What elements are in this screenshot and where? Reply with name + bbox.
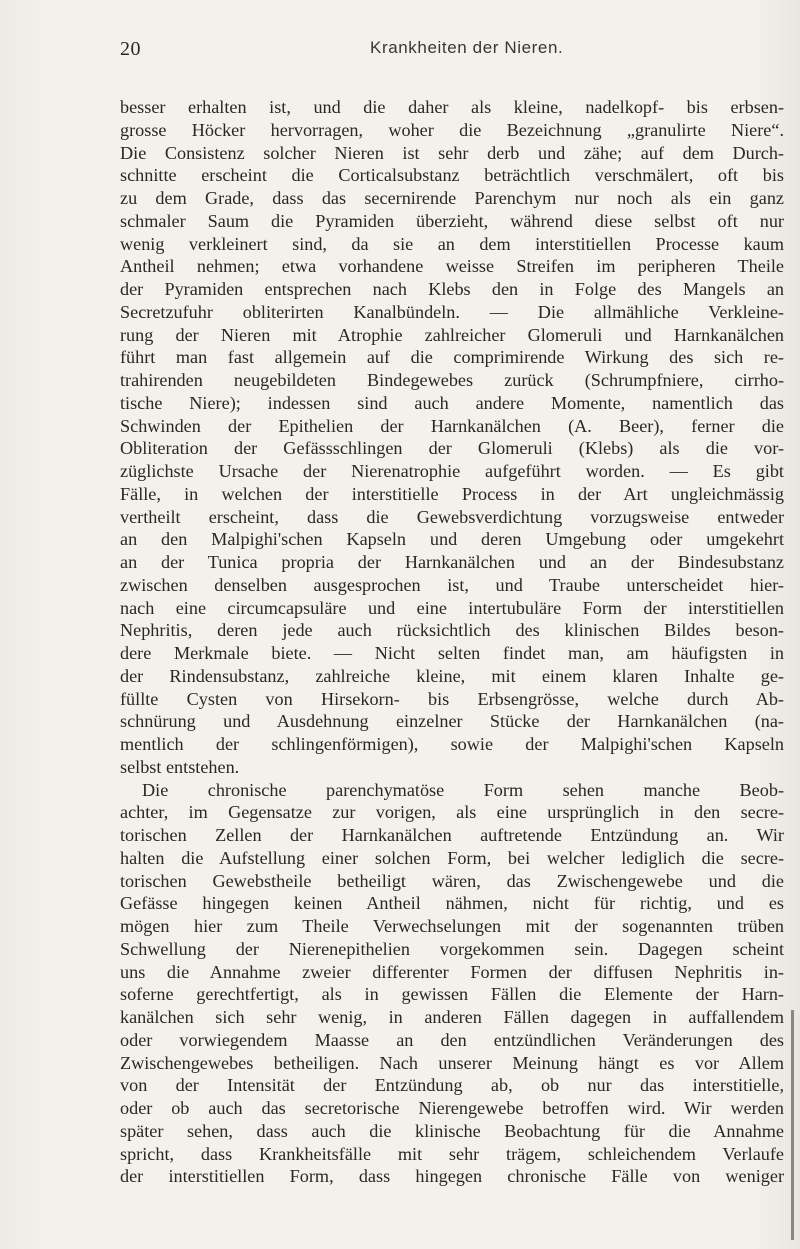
text-line: schnürung und Ausdehnung einzelner Stücke der Harnkanälchen (na-: [120, 711, 784, 732]
running-title: Krankheiten der Nieren.: [370, 38, 564, 57]
text-line: an der Tunica propria der Harnkanälchen und an der Bindesubstanz: [120, 552, 784, 572]
text-line: der Rindensubstanz, zahlreiche kleine, mit einem klaren Inhalte ge-: [120, 665, 784, 686]
text-line: zu dem Grade, dass das secernirende Parenchym nur noch als ein ganz: [120, 188, 784, 208]
text-line: Die chronische parenchymatöse Form sehen manche Beob-: [142, 779, 784, 800]
text-line: Die Consistenz solcher Nieren ist sehr derb und zähe; auf dem Durch-: [120, 142, 784, 163]
text-line: kanälchen sich sehr wenig, in anderen Fällen dagegen in auffallendem: [120, 1007, 784, 1027]
text-line: grosse Höcker hervorragen, woher die Bezeichnung „granulirte Niere“.: [120, 119, 784, 140]
text-line: Schwinden der Epithelien der Harnkanälchen (A. Beer), ferner die: [120, 415, 784, 436]
text-line: torischen Zellen der Harnkanälchen auftretende Entzündung an. Wir: [120, 825, 784, 845]
text-line: dere Merkmale biete. — Nicht selten findet man, am häufigsten in: [120, 643, 784, 663]
text-line: Obliteration der Gefässschlingen der Glomeruli (Klebs) als die vor-: [120, 438, 784, 459]
text-line: rung der Nieren mit Atrophie zahlreicher Glomeruli und Harnkanälchen: [120, 324, 784, 345]
text-line: an den Malpighi'schen Kapseln und deren Umgebung oder umgekehrt: [120, 529, 784, 550]
page-number: 20: [120, 38, 141, 60]
text-line: züglichste Ursache der Nierenatrophie aufgeführt worden. — Es gibt: [120, 461, 784, 481]
text-line: oder vorwiegendem Maasse an den entzündlichen Veränderungen des: [120, 1029, 784, 1050]
text-line: achter, im Gegensatze zur vorigen, als eine ursprünglich in den secre-: [120, 802, 784, 823]
page-edge-shadow: [791, 1010, 794, 1240]
text-line: soferne gerechtfertigt, als in gewissen Fällen die Elemente der Harn-: [120, 984, 784, 1005]
text-line: Nephritis, deren jede auch rücksichtlich des klinischen Bildes beson-: [120, 620, 784, 641]
text-line: von der Intensität der Entzündung ab, ob nur das interstitielle,: [120, 1075, 784, 1096]
text-line: später sehen, dass auch die klinische Beobachtung für die Annahme: [120, 1120, 784, 1141]
text-line: füllte Cysten von Hirsekorn- bis Erbsengrösse, welche durch Ab-: [120, 688, 784, 709]
text-line: schnitte erscheint die Corticalsubstanz beträchtlich verschmälert, oft bis: [120, 165, 784, 186]
text-line: der Pyramiden entsprechen nach Klebs den in Folge des Mangels an: [120, 279, 784, 299]
text-line: Schwellung der Nierenepithelien vorgekommen sein. Dagegen scheint: [120, 938, 784, 959]
text-line: vertheilt erscheint, dass die Gewebsverdichtung vorzugsweise entweder: [120, 506, 784, 527]
text-line: wenig verkleinert sind, da sie an dem interstitiellen Processe kaum: [120, 233, 784, 254]
text-line: führt man fast allgemein auf die comprimirende Wirkung des sich re-: [120, 347, 784, 368]
text-line: mögen hier zum Theile Verwechselungen mit der sogenannten trüben: [120, 916, 784, 936]
text-line: Gefässe hingegen keinen Antheil nähmen, nicht für richtig, und es: [120, 893, 784, 914]
text-line: Fälle, in welchen der interstitielle Process in der Art ungleichmässig: [120, 483, 784, 504]
text-line: oder ob auch das secretorische Nierengewebe betroffen wird. Wir werden: [120, 1098, 784, 1118]
text-line: der interstitiellen Form, dass hingegen chronische Fälle von weniger: [120, 1166, 784, 1187]
text-line: tische Niere); indessen sind auch andere Momente, namentlich das: [120, 392, 784, 413]
text-line: trahirenden neugebildeten Bindegewebes zurück (Schrumpfniere, cirrho-: [120, 370, 784, 390]
page-header: [120, 38, 780, 68]
text-line: nach eine circumcapsuläre und eine intertubuläre Form der interstitiellen: [120, 597, 784, 618]
text-line: spricht, dass Krankheitsfälle mit sehr trägem, schleichendem Verlaufe: [120, 1143, 784, 1164]
text-line: mentlich der schlingenförmigen), sowie der Malpighi'schen Kapseln: [120, 734, 784, 754]
body-text: [120, 96, 784, 1188]
text-line: selbst entstehen.: [120, 756, 240, 777]
text-line: Zwischengewebes betheiligen. Nach unserer Meinung hängt es vor Allem: [120, 1052, 784, 1073]
text-line: torischen Gewebstheile betheiligt wären, das Zwischengewebe und die: [120, 870, 784, 891]
text-line: zwischen denselben ausgesprochen ist, und Traube unterscheidet hier-: [120, 574, 784, 595]
text-line: Antheil nehmen; etwa vorhandene weisse Streifen im peripheren Theile: [120, 256, 784, 277]
text-line: halten die Aufstellung einer solchen Form, bei welcher lediglich die secre-: [120, 847, 784, 868]
text-line: besser erhalten ist, und die daher als kleine, nadelkopf- bis erbsen-: [120, 97, 784, 117]
text-line: uns die Annahme zweier differenter Formen der diffusen Nephritis in-: [120, 961, 784, 982]
text-line: Secretzufuhr obliterirten Kanalbündeln. — Die allmähliche Verkleine-: [120, 301, 784, 322]
text-line: schmaler Saum die Pyramiden überzieht, während diese selbst oft nur: [120, 210, 784, 231]
